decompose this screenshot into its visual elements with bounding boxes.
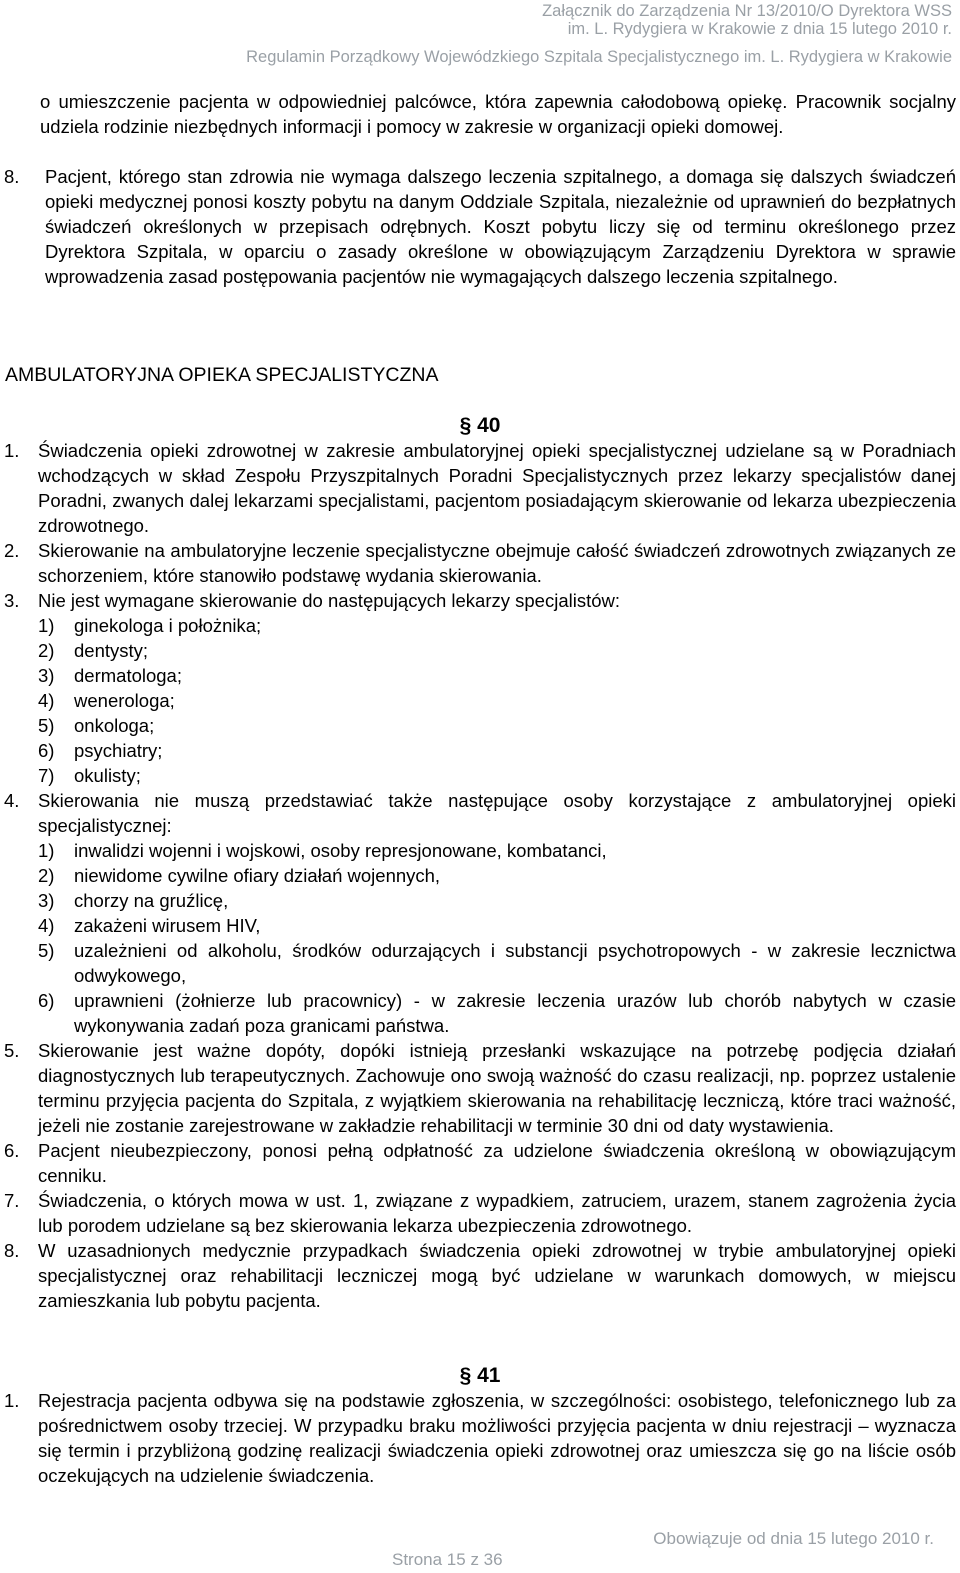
item-text: okulisty; — [74, 765, 141, 786]
sub-list-item — [0, 638, 960, 663]
item-text: Skierowanie jest ważne dopóty, dopóki istnieją przesłanki wskazujące na potrzebę podjęcia działań diagnostycznych lub terapeutycznych. Zachowuje ono swoją ważność do czasu realizacji, np. poprzez ustalenie terminu przyjęcia pacjenta do Szpitala, z wyjątkiem skierowania na rehabilitację leczniczą, które traci ważność, jeżeli nie zostanie zarejestrowane w zakładzie rehabilitacji w terminie 30 dni od daty wystawienia. — [38, 1040, 956, 1136]
list-item — [0, 1188, 960, 1238]
list-item — [0, 1138, 960, 1188]
item-number: 5) — [38, 940, 55, 961]
item-number: 6) — [38, 990, 55, 1011]
item-text: Świadczenia, o których mowa w ust. 1, związane z wypadkiem, zatruciem, urazem, stanem zagrożenia życia lub porodem udzielane są bez skierowania lekarza ubezpieczenia zdrowotnego. — [38, 1190, 956, 1236]
list-item — [0, 438, 960, 538]
item-number: 6. — [4, 1140, 20, 1161]
item-text: onkologa; — [74, 715, 155, 736]
item-number: 4) — [38, 690, 55, 711]
header-line-3: Regulamin Porządkowy Wojewódzkiego Szpitala Specjalistycznego im. L. Rydygiera w Krakowie — [246, 48, 952, 66]
footer-page-number: Strona 15 z 36 — [392, 1550, 503, 1569]
item-number: 7. — [4, 1190, 20, 1211]
item-number: 1) — [38, 615, 55, 636]
item-text: uprawnieni (żołnierze lub pracownicy) - w zakresie leczenia urazów lub chorób nabytych w czasie wykonywania zadań poza granicami państwa. — [74, 990, 956, 1036]
list-item — [0, 1238, 960, 1313]
item-number: 1. — [4, 440, 20, 461]
item-text: niewidome cywilne ofiary działań wojennych, — [74, 865, 441, 886]
sub-list-item — [0, 688, 960, 713]
sub-list-item — [0, 613, 960, 638]
item-number: 1. — [4, 1390, 20, 1411]
item-text: psychiatry; — [74, 740, 163, 761]
continuation-paragraph — [40, 89, 956, 139]
paragraph-41-body — [0, 1388, 960, 1488]
sub-list-item — [0, 938, 960, 988]
item-number: 1) — [38, 840, 55, 861]
item-text: uzależnieni od alkoholu, środków odurzających i substancji psychotropowych - w zakresie lecznictwa odwykowego, — [74, 940, 956, 986]
sub-list-item — [0, 863, 960, 888]
item-number: 4) — [38, 915, 55, 936]
sub-list-item — [0, 913, 960, 938]
paragraph-40-title: § 40 — [459, 414, 501, 437]
item-text: ginekologa i położnika; — [74, 615, 262, 636]
item-number: 8. — [4, 1240, 20, 1261]
header-line-2: im. L. Rydygiera w Krakowie z dnia 15 lutego 2010 r. — [567, 20, 952, 38]
item-text: Skierowania nie muszą przedstawiać także następujące osoby korzystające z ambulatoryjnej opieki specjalistycznej: — [38, 790, 956, 836]
sub-list-item — [0, 888, 960, 913]
item-text: Rejestracja pacjenta odbywa się na podstawie zgłoszenia, w szczególności: osobistego, telefonicznego lub za pośrednictwem osoby trzeciej. W przypadku braku możliwości przyjęcia pacjenta w dniu rejestracji – wyznacza się termin i przybliżoną godzinę realizacji świadczenia opieki zdrowotnej oraz umieszcza się go na liście osób oczekujących na udzielenie świadczenia. — [38, 1390, 956, 1486]
item-text: Nie jest wymagane skierowanie do następujących lekarzy specjalistów: — [38, 590, 621, 611]
list-item — [0, 1038, 960, 1138]
item-text: Świadczenia opieki zdrowotnej w zakresie ambulatoryjnej opieki specjalistycznej udzielane są w Poradniach wchodzących w skład Zespołu Przyszpitalnych Poradni Specjalistycznych przez lekarzy specjalistów danej Poradni, zwanych dalej lekarzami specjalistami, pacjentom posiadającym skierowanie od lekarza ubezpieczenia zdrowotnego. — [38, 440, 956, 536]
item-text: zakażeni wirusem HIV, — [74, 915, 261, 936]
list-item — [0, 1388, 960, 1488]
item-number: 3. — [4, 590, 20, 611]
sub-list-item — [0, 713, 960, 738]
continuation-text: o umieszczenie pacjenta w odpowiedniej palcówce, która zapewnia całodobową opiekę. Pracownik socjalny udziela rodzinie niezbędnych informacji i pomocy w zakresie w organizacji opieki domowej. — [40, 91, 956, 137]
footer-effective-date: Obowiązuje od dnia 15 lutego 2010 r. — [653, 1529, 934, 1548]
paragraph-40-body — [0, 438, 960, 1313]
paragraph-41-title: § 41 — [459, 1364, 501, 1387]
item-number: 8. — [4, 166, 20, 187]
item-text: Skierowanie na ambulatoryjne leczenie specjalistyczne obejmuje całość świadczeń zdrowotnych związanych ze schorzeniem, które stanowiło podstawę wydania skierowania. — [38, 540, 956, 586]
document-header — [246, 2, 952, 66]
list-item — [0, 788, 960, 838]
item-text: W uzasadnionych medycznie przypadkach świadczenia opieki zdrowotnej w trybie ambulatoryjnej opieki specjalistycznej oraz rehabilitacji leczniczej mogą być udzielane w warunkach domowych, w miejscu zamieszkania lub pobytu pacjenta. — [38, 1240, 956, 1311]
item-number: 3) — [38, 890, 55, 911]
sub-list-item — [0, 988, 960, 1038]
list-item — [0, 588, 960, 613]
item-text: dermatologa; — [74, 665, 182, 686]
item-text: Pacjent nieubezpieczony, ponosi pełną odpłatność za udzielone świadczenia określoną w obowiązującym cenniku. — [38, 1140, 956, 1186]
item-text: inwalidzi wojenni i wojskowi, osoby represjonowane, kombatanci, — [74, 840, 607, 861]
list-item — [0, 538, 960, 588]
item-text: wenerologa; — [74, 690, 175, 711]
item-number: 3) — [38, 665, 55, 686]
sub-list-item — [0, 738, 960, 763]
item-number: 2) — [38, 640, 55, 661]
sub-list-item — [0, 663, 960, 688]
item-text: chorzy na gruźlicę, — [74, 890, 229, 911]
sub-list-item — [0, 763, 960, 788]
section-heading: AMBULATORYJNA OPIEKA SPECJALISTYCZNA — [5, 364, 439, 386]
item-text: Pacjent, którego stan zdrowia nie wymaga dalszego leczenia szpitalnego, a domaga się dalszych świadczeń opieki medycznej ponosi koszty pobytu na danym Oddziale Szpitala, niezależnie od uprawnień do bezpłatnych świadczeń określonych w przepisach odrębnych. Koszt pobytu liczy się od terminu określonego przez Dyrektora Szpitala, w oparciu o zasady określone w obowiązującym Zarządzeniu Dyrektora w sprawie wprowadzenia zasad postępowania pacjentów nie wymagających dalszego leczenia szpitalnego. — [45, 166, 956, 287]
item-number: 2. — [4, 540, 20, 561]
item-number: 5. — [4, 1040, 20, 1061]
item-number: 5) — [38, 715, 55, 736]
header-line-1: Załącznik do Zarządzenia Nr 13/2010/O Dyrektora WSS — [542, 2, 952, 20]
item-number: 7) — [38, 765, 55, 786]
item-number: 4. — [4, 790, 20, 811]
list-item-8 — [4, 164, 956, 289]
item-number: 2) — [38, 865, 55, 886]
item-number: 6) — [38, 740, 55, 761]
item-text: dentysty; — [74, 640, 149, 661]
sub-list-item — [0, 838, 960, 863]
